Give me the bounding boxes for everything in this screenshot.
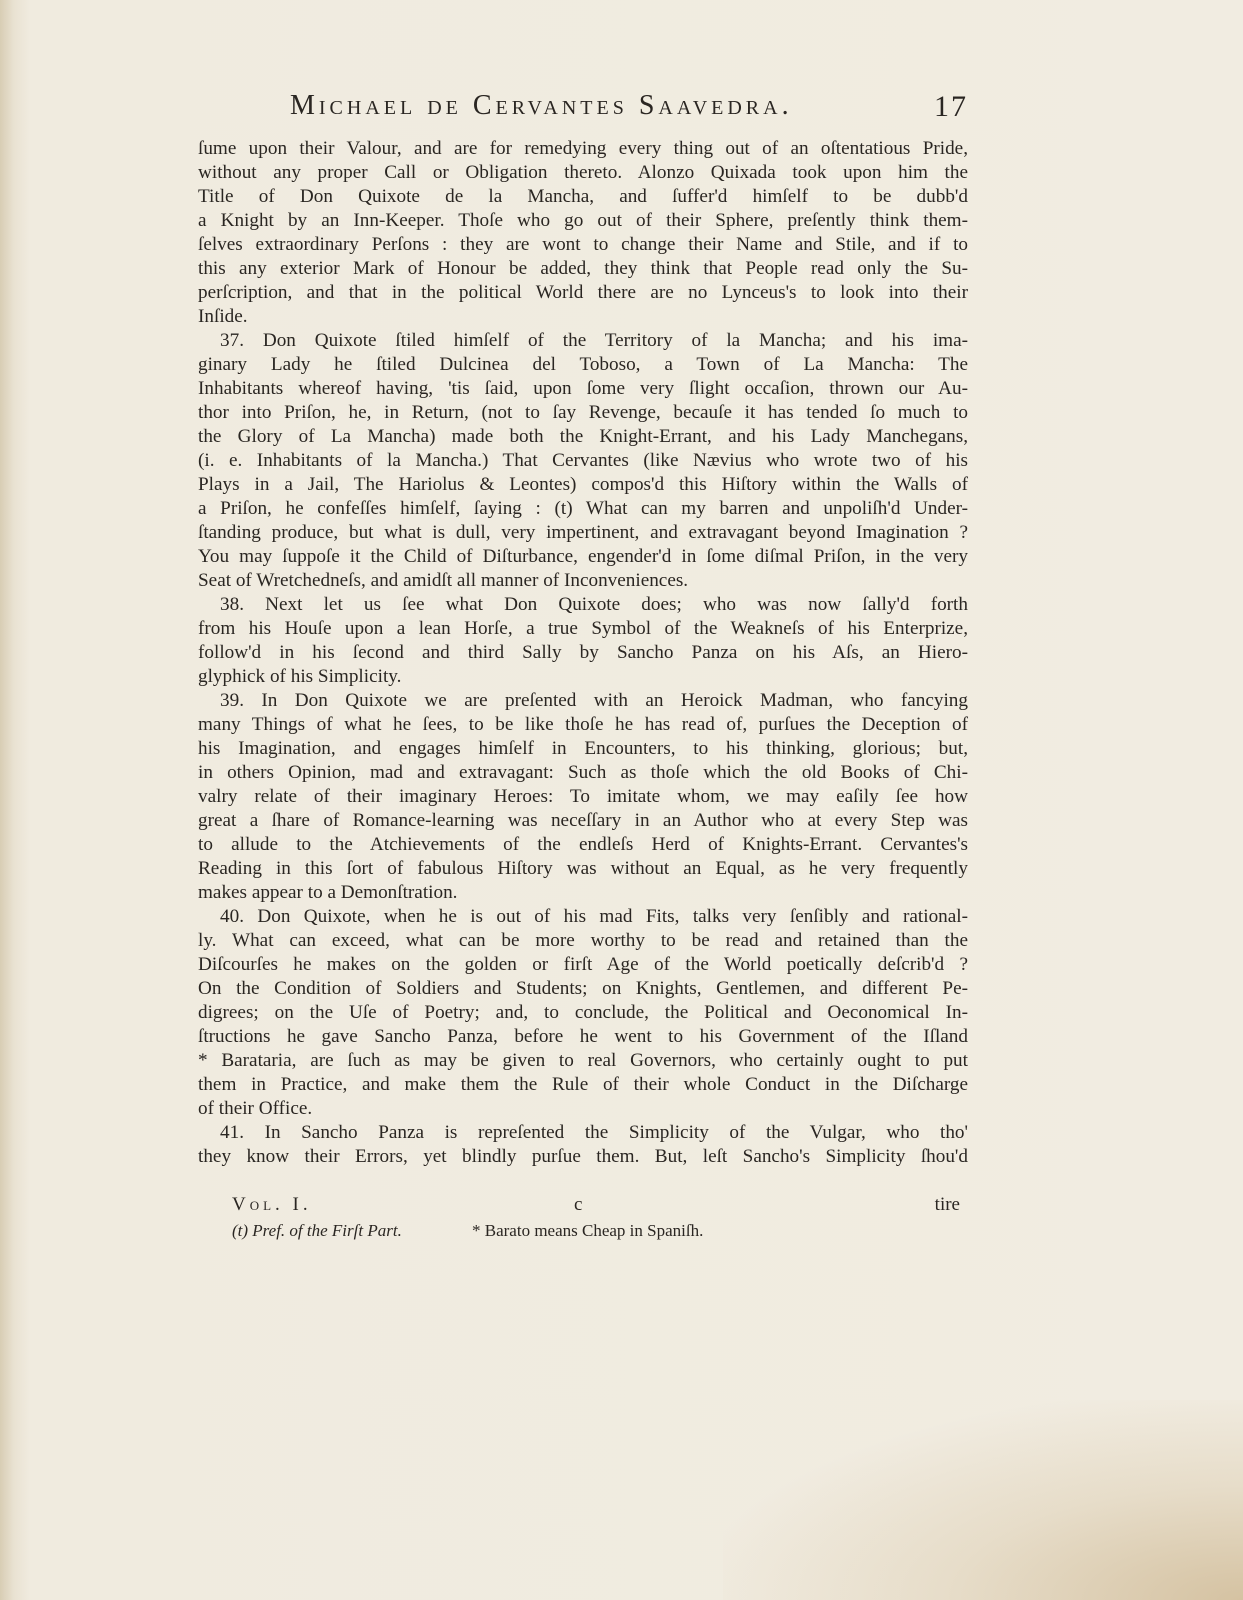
text-line: 41. In Sancho Panza is repreſented the Simplicity of the Vulgar, who tho' xyxy=(220,1122,968,1143)
text-line: follow'd in his ſecond and third Sally by Sancho Panza on his Aſs, an Hiero- xyxy=(198,642,968,663)
text-line: this any exterior Mark of Honour be added, they think that People read only the Su- xyxy=(198,258,968,279)
footnote-t: (t) Pref. of the Firſt Part. xyxy=(232,1221,402,1240)
footnote-star: * Barato means Cheap in Spaniſh. xyxy=(472,1221,704,1240)
text-line: (i. e. Inhabitants of la Mancha.) That Cervantes (like Nævius who wrote two of his xyxy=(198,450,968,471)
body-text xyxy=(198,137,968,1169)
paper-stain xyxy=(723,1400,1243,1600)
text-line: ſume upon their Valour, and are for remedying every thing out of an oſtentatious Pride, xyxy=(198,138,968,159)
text-line: without any proper Call or Obligation thereto. Alonzo Quixada took upon him the xyxy=(198,162,968,183)
text-line: Plays in a Jail, The Hariolus & Leontes) compos'd this Hiſtory within the Walls of xyxy=(198,474,968,495)
text-line: his Imagination, and engages himſelf in Encounters, to his thinking, glorious; but, xyxy=(198,738,968,759)
text-line: valry relate of their imaginary Heroes: To imitate whom, we may eaſily ſee how xyxy=(198,786,968,807)
text-line: a Priſon, he confeſſes himſelf, ſaying : (t) What can my barren and unpoliſh'd Under- xyxy=(198,498,968,519)
text-line: from his Houſe upon a lean Horſe, a true Symbol of the Weakneſs of his Enterprize, xyxy=(198,618,968,639)
text-line: Title of Don Quixote de la Mancha, and ſuffer'd himſelf to be dubb'd xyxy=(198,186,968,207)
text-line: Inhabitants whereof having, 'tis ſaid, upon ſome very ſlight occaſion, thrown our Au- xyxy=(198,378,968,399)
running-head xyxy=(198,90,968,130)
page-number: 17 xyxy=(934,90,968,123)
text-line: Diſcourſes he makes on the golden or firſt Age of the World poetically deſcrib'd ? xyxy=(198,954,968,975)
text-line: perſcription, and that in the political World there are no Lynceus's to look into their xyxy=(198,282,968,303)
text-line: the Glory of La Mancha) made both the Knight-Errant, and his Lady Manchegans, xyxy=(198,426,968,447)
text-line: ginary Lady he ſtiled Dulcinea del Toboso, a Town of La Mancha: The xyxy=(198,354,968,375)
text-line: of their Office. xyxy=(198,1098,313,1119)
text-line: makes appear to a Demonſtration. xyxy=(198,882,458,903)
catchword: tire xyxy=(934,1194,960,1215)
text-line: Reading in this ſort of fabulous Hiſtory was without an Equal, as he very frequently xyxy=(198,858,968,879)
text-line: ſelves extraordinary Perſons : they are wont to change their Name and Stile, and if to xyxy=(198,234,968,255)
text-line: ſtructions he gave Sancho Panza, before he went to his Government of the Iſland xyxy=(198,1026,968,1047)
text-line: they know their Errors, yet blindly purſue them. But, leſt Sancho's Simplicity ſhou'd xyxy=(198,1146,968,1167)
volume-label: Vol. I. xyxy=(232,1194,312,1215)
text-line: thor into Priſon, he, in Return, (not to ſay Revenge, becauſe it has tended ſo much to xyxy=(198,402,968,423)
text-line: Inſide. xyxy=(198,306,248,327)
text-line: digrees; on the Uſe of Poetry; and, to conclude, the Political and Oeconomical In- xyxy=(198,1002,968,1023)
text-line: in others Opinion, mad and extravagant: Such as thoſe which the old Books of Chi- xyxy=(198,762,968,783)
text-line: You may ſuppoſe it the Child of Diſturbance, engender'd in ſome diſmal Priſon, in the very xyxy=(198,546,968,567)
text-line: 37. Don Quixote ſtiled himſelf of the Territory of la Mancha; and his ima- xyxy=(220,330,968,351)
text-line: great a ſhare of Romance-learning was neceſſary in an Author who at every Step was xyxy=(198,810,968,831)
text-line: On the Condition of Soldiers and Students; on Knights, Gentlemen, and different Pe- xyxy=(198,978,968,999)
footnotes xyxy=(232,1221,792,1247)
text-line: to allude to the Atchievements of the endleſs Herd of Knights-Errant. Cervantes's xyxy=(198,834,968,855)
text-line: Seat of Wretchedneſs, and amidſt all manner of Inconveniences. xyxy=(198,570,689,591)
text-line: a Knight by an Inn-Keeper. Thoſe who go out of their Sphere, preſently think them- xyxy=(198,210,968,231)
text-line: 39. In Don Quixote we are preſented with an Heroick Madman, who fancying xyxy=(220,690,968,711)
text-line: them in Practice, and make them the Rule of their whole Conduct in the Diſcharge xyxy=(198,1074,968,1095)
running-title: Michael de Cervantes Saavedra. xyxy=(290,90,793,121)
text-line: * Barataria, are ſuch as may be given to real Governors, who certainly ought to put xyxy=(198,1050,968,1071)
text-line: many Things of what he ſees, to be like thoſe he has read of, purſues the Deception of xyxy=(198,714,968,735)
text-line: 40. Don Quixote, when he is out of his mad Fits, talks very ſenſibly and rational- xyxy=(220,906,968,927)
text-line: ly. What can exceed, what can be more worthy to be read and retained than the xyxy=(198,930,968,951)
text-line: ſtanding produce, but what is dull, very impertinent, and extravagant beyond Imagination ? xyxy=(198,522,968,543)
text-line: 38. Next let us ſee what Don Quixote does; who was now ſally'd forth xyxy=(220,594,968,615)
signature-mark: c xyxy=(574,1194,583,1215)
text-line: glyphick of his Simplicity. xyxy=(198,666,402,687)
signature-line xyxy=(232,1194,960,1220)
